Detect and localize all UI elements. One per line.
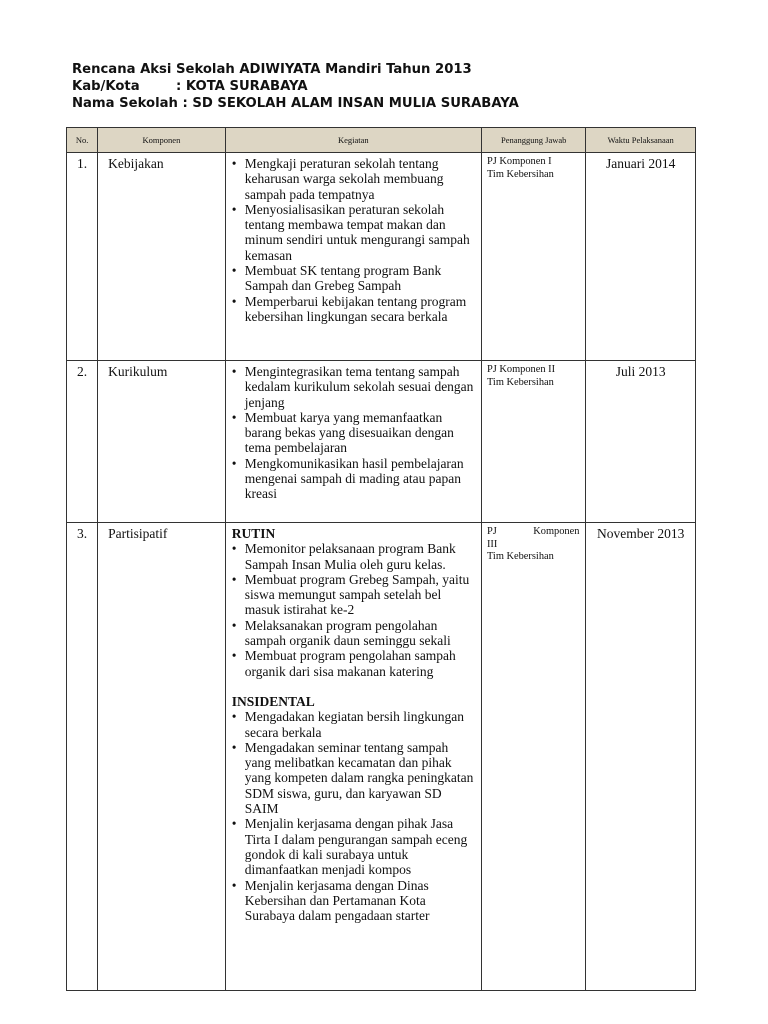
pj-team: Tim Kebersihan [486, 168, 554, 180]
table-row [67, 361, 696, 523]
row-number: 2. [67, 361, 98, 523]
row-number: 1. [67, 153, 98, 361]
list-item: • Menyosialisasikan peraturan sekolah tentang membawa tempat makan dan minum sendiri untuk mengurangi sampah kemasan [231, 201, 470, 263]
waktu-cell: Januari 2014 [586, 153, 696, 361]
bullet-icon: • [231, 648, 237, 664]
bullet-icon: • [231, 364, 237, 379]
rencana-aksi-table [66, 127, 696, 991]
kab-kota-label: Kab/Kota [72, 79, 140, 94]
kegiatan-cell [225, 361, 481, 523]
komponen-cell: Partisipatif [98, 523, 226, 991]
pj-prefix: PJ [486, 526, 497, 537]
bullet-icon: • [231, 877, 237, 893]
bullet-icon: • [231, 201, 237, 217]
list-item: • Mengintegrasikan tema tentang sampah kedalam kurikulum sekolah sesuai dengan jenjang [231, 364, 474, 410]
section-gap [232, 679, 475, 694]
row-number: 3. [67, 523, 98, 991]
rutin-list [232, 541, 475, 679]
table-row [67, 153, 696, 361]
kegiatan-list [232, 364, 475, 502]
list-item: • Mengkomunikasikan hasil pembelajaran mengenai sampah di mading atau papan kreasi [231, 455, 464, 502]
pj-line [487, 526, 579, 539]
kegiatan-cell [225, 523, 481, 991]
rutin-heading: RUTIN [231, 526, 276, 541]
insidental-list [232, 709, 475, 923]
list-item: • Memperbarui kebijakan tentang program kebersihan lingkungan secara berkala [231, 293, 467, 324]
waktu-cell: Juli 2013 [586, 361, 696, 523]
bullet-icon: • [231, 409, 237, 425]
list-item: • Mengadakan kegiatan bersih lingkungan secara berkala [231, 709, 465, 740]
list-item: • Menjalin kerjasama dengan Dinas Kebersihan dan Pertamanan Kota Surabaya dalam pengadaan starter [231, 877, 430, 924]
list-item: • Mengadakan seminar tentang sampah yang melibatkan kecamatan dan pihak yang kompeten dalam rangka peningkatan SDM siswa, guru, dan karyawan SD SAIM [231, 739, 474, 817]
list-item: • Menjalin kerjasama dengan pihak Jasa Tirta I dalam pengurangan sampah eceng gondok di kali surabaya untuk dimanfaatkan menjadi kompos [231, 816, 468, 878]
bullet-icon: • [231, 156, 237, 171]
list-item: • Melaksanakan program pengolahan sampah organik daun seminggu sekali [231, 617, 451, 649]
bullet-icon: • [231, 541, 237, 557]
bullet-icon: • [231, 263, 237, 279]
column-header-kegiatan: Kegiatan [225, 128, 481, 153]
pj-komponen: Komponen [533, 526, 580, 537]
bullet-icon: • [231, 293, 237, 309]
list-item: • Memonitor pelaksanaan program Bank Sampah Insan Mulia oleh guru kelas. [231, 541, 456, 572]
pj-number: III [486, 538, 498, 550]
document-header [72, 61, 519, 112]
column-header-no: No. [67, 128, 98, 153]
bullet-icon: • [231, 816, 237, 832]
insidental-heading: INSIDENTAL [231, 693, 315, 709]
penanggung-jawab-cell [481, 153, 585, 361]
kegiatan-list [232, 156, 475, 324]
bullet-icon: • [231, 739, 237, 755]
komponen-cell: Kurikulum [98, 361, 226, 523]
list-item: • Membuat program Grebeg Sampah, yaitu siswa memungut sampah setelah bel masuk istirahat ke-2 [231, 571, 470, 618]
table-row [67, 523, 696, 991]
table-header-row [67, 128, 696, 153]
list-item: • Membuat program pengolahan sampah organik dari sisa makanan katering [231, 648, 456, 679]
penanggung-jawab-cell [481, 523, 585, 991]
bullet-icon: • [231, 709, 237, 725]
list-item: • Membuat SK tentang program Bank Sampah dan Grebeg Sampah [231, 263, 442, 294]
bullet-icon: • [231, 617, 237, 633]
bullet-icon: • [231, 455, 237, 471]
list-item: • Membuat karya yang memanfaatkan barang bekas yang disesuaikan dengan tema pembelajaran [231, 409, 454, 456]
kab-kota-value: : KOTA SURABAYA [176, 79, 308, 94]
waktu-cell: November 2013 [586, 523, 696, 991]
pj-line: PJ Komponen II [486, 364, 556, 375]
column-header-waktu: Waktu Pelaksanaan [586, 128, 696, 153]
nama-sekolah-label: Nama Sekolah [72, 96, 178, 111]
kegiatan-cell [225, 153, 481, 361]
kab-kota-line [72, 78, 519, 95]
pj-team: Tim Kebersihan [486, 551, 554, 562]
nama-sekolah-line [72, 95, 519, 112]
list-item: • Mengkaji peraturan sekolah tentang keharusan warga sekolah membuang sampah pada tempatnya [231, 156, 444, 202]
pj-line: PJ Komponen I [486, 156, 552, 167]
penanggung-jawab-cell [481, 361, 585, 523]
nama-sekolah-value: : SD SEKOLAH ALAM INSAN MULIA SURABAYA [182, 96, 519, 111]
bullet-icon: • [231, 571, 237, 587]
pj-team: Tim Kebersihan [486, 376, 554, 388]
column-header-penanggung-jawab: Penanggung Jawab [481, 128, 585, 153]
document-title: Rencana Aksi Sekolah ADIWIYATA Mandiri Tahun 2013 [72, 62, 472, 77]
column-header-komponen: Komponen [98, 128, 226, 153]
komponen-cell: Kebijakan [98, 153, 226, 361]
